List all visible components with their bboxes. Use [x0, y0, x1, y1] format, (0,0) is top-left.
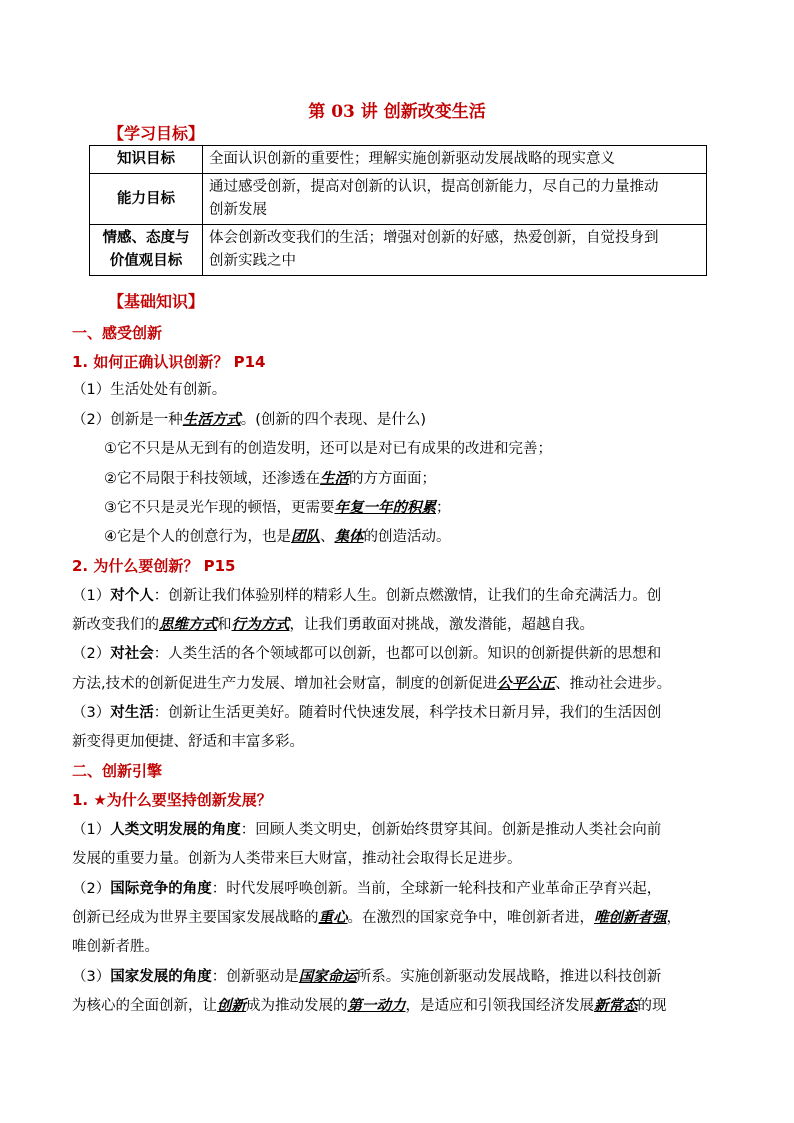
text: ，是适应和引领我国经济发展 [405, 998, 594, 1014]
text: （1） [72, 822, 111, 838]
goal-key-text: 知识目标 [117, 151, 175, 167]
key-term: 第一动力 [347, 997, 406, 1014]
key-term: 团队 [291, 528, 320, 545]
text: 。在激烈的国家竞争中，唯创新者进， [347, 910, 594, 926]
table-row [90, 146, 707, 174]
learning-goals-table [89, 145, 707, 276]
key-term: 行为方式 [231, 616, 290, 633]
text: ：人类生活的各个领域都可以创新，也都可以创新。知识的创新提供新的思想和 [153, 646, 662, 662]
answer-line [72, 615, 732, 635]
text: ， [666, 910, 681, 926]
answer-line [72, 703, 732, 723]
goal-key-text: 情感、态度与 [102, 230, 190, 246]
text: 和 [217, 617, 232, 633]
question-heading-3: 1. ★为什么要坚持创新发展？ [72, 791, 272, 809]
answer-line: 发展的重要力量。创新为人类带来巨大财富，推动社会取得长足进步。 [72, 851, 522, 867]
text: 、 [320, 529, 335, 545]
bold-term: 人类文明发展的角度 [110, 822, 241, 838]
list-item [104, 498, 764, 518]
text: ：创新驱动是 [211, 969, 299, 985]
text: ：回顾人类文明史，创新始终贯穿其间。创新是推动人类社会向前 [240, 822, 662, 838]
answer-line [72, 879, 732, 899]
goal-key [90, 225, 203, 276]
text: ③它不只是灵光乍现的顿悟，更需要 [104, 500, 335, 516]
text: ④它是个人的创意行为，也是 [104, 529, 291, 545]
text: 所系。实施创新驱动发展战略，推进以科技创新 [356, 969, 662, 985]
key-term: 创新 [217, 997, 246, 1014]
text: 的现 [637, 998, 667, 1014]
bold-term: 对社会 [110, 646, 154, 662]
bold-term: 对生活 [110, 705, 154, 721]
answer-line [72, 967, 732, 987]
learning-goals-heading: 【学习目标】 [108, 124, 205, 143]
text: （2） [72, 646, 111, 662]
text: 的方方面面； [349, 471, 436, 487]
text: 、推动社会进步。 [555, 676, 672, 692]
answer-line: 唯创新者胜。 [72, 939, 159, 955]
list-item [104, 527, 764, 547]
answer-line [72, 644, 732, 664]
question-heading-2: 2. 为什么要创新？ P15 [72, 557, 236, 575]
text: ：创新让我们体验别样的精彩人生。创新点燃激情，让我们的生命充满活力。创 [153, 588, 662, 604]
text: （2） [72, 881, 111, 897]
key-term: 生活方式 [182, 411, 241, 428]
text: 的创造活动。 [363, 529, 451, 545]
section-heading-2: 二、创新引擎 [72, 762, 163, 780]
key-term: 国家命运 [298, 968, 357, 985]
goal-key-text: 能力目标 [117, 190, 175, 207]
goal-key [90, 174, 203, 225]
text: ：时代发展呼唤创新。当前，全球新一轮科技和产业革命正孕育兴起， [211, 881, 662, 897]
goal-key [90, 146, 203, 174]
answer-line: （1）生活处处有创新。 [72, 382, 227, 398]
list-item: ①它不只是从无到有的创造发明，还可以是对已有成果的改进和完善； [104, 441, 552, 457]
basics-heading: 【基础知识】 [108, 292, 205, 311]
goal-value-text-cont: 创新发展 [209, 202, 267, 218]
table-row [90, 225, 707, 276]
text: ； [436, 500, 451, 516]
answer-line [72, 674, 732, 694]
text: （1） [72, 588, 111, 604]
text: 成为推动发展的 [246, 998, 348, 1014]
bold-term: 国际竞争的角度 [110, 881, 212, 897]
goal-value-text: 全面认识创新的重要性；理解实施创新驱动发展战略的现实意义 [209, 151, 615, 167]
key-term: 年复一年的积累 [334, 499, 436, 516]
text: 。(创新的四个表现、是什么) [240, 412, 427, 428]
key-term: 唯创新者强 [594, 909, 667, 926]
goal-value [203, 174, 707, 225]
key-term: 重心 [318, 909, 348, 926]
text: 方法,技术的创新促进生产力发展、增加社会财富，制度的创新促进 [72, 676, 498, 692]
answer-line [72, 410, 732, 430]
answer-line [72, 996, 732, 1016]
text: 为核心的全面创新，让 [72, 998, 217, 1014]
text: ，让我们勇敢面对挑战，激发潜能，超越自我。 [289, 617, 594, 633]
key-term: 集体 [334, 528, 364, 545]
page-title: 第 03 讲 创新改变生活 [308, 102, 486, 122]
answer-line [72, 586, 732, 606]
goal-value-text: 通过感受创新，提高对创新的认识，提高创新能力，尽自己的力量推动 [209, 179, 659, 195]
answer-line [72, 908, 732, 928]
bold-term: 对个人 [110, 588, 154, 604]
goal-value-text-cont: 创新实践之中 [209, 253, 296, 269]
bold-term: 国家发展的角度 [110, 969, 212, 985]
key-term: 思维方式 [159, 616, 217, 633]
text: ：创新让生活更美好。随着时代快速发展，科学技术日新月异，我们的生活因创 [153, 705, 662, 721]
text: （2）创新是一种 [72, 412, 183, 428]
goal-value [203, 225, 707, 276]
section-heading-1: 一、感受创新 [72, 324, 163, 342]
text: ②它不局限于科技领域，还渗透在 [104, 471, 320, 487]
answer-line: 新变得更加便捷、舒适和丰富多彩。 [72, 734, 304, 750]
text: （3） [72, 705, 111, 721]
goal-value-text: 体会创新改变我们的生活；增强对创新的好感，热爱创新，自觉投身到 [209, 230, 659, 246]
list-item [104, 469, 764, 489]
table-row [90, 174, 707, 225]
text: 新改变我们的 [72, 617, 159, 633]
key-term: 新常态 [594, 997, 638, 1014]
key-term: 公平公正 [497, 675, 556, 692]
text: （3） [72, 969, 111, 985]
goal-value [203, 146, 707, 174]
text: 创新已经成为世界主要国家发展战略的 [72, 910, 319, 926]
question-heading-1: 1. 如何正确认识创新？ P14 [72, 353, 266, 371]
key-term: 生活 [320, 470, 349, 487]
answer-line [72, 820, 732, 840]
goal-key-text-cont: 价值观目标 [109, 253, 183, 269]
